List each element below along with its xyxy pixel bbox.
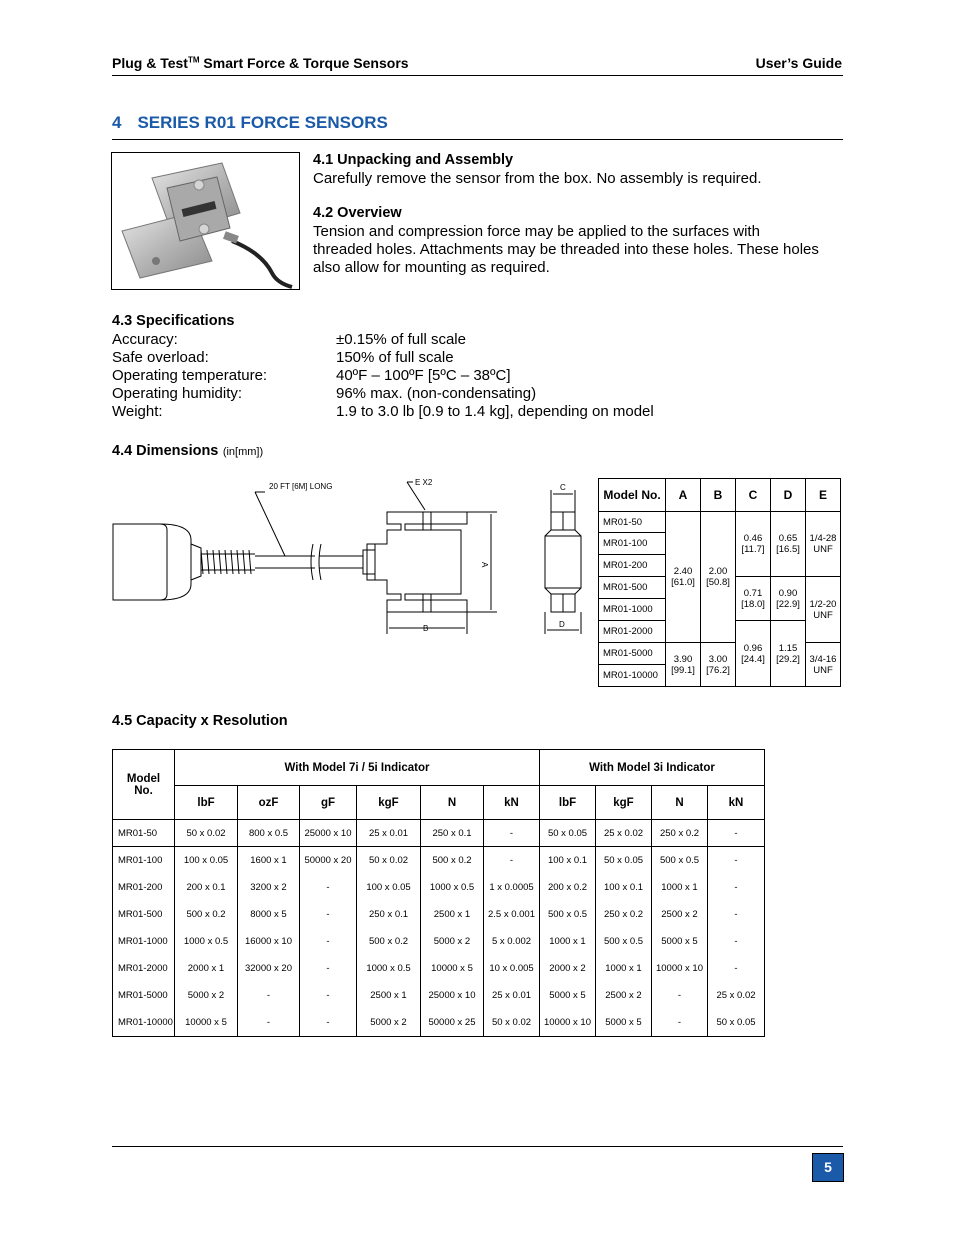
capacity-cell: 250 x 0.1 [357, 901, 421, 928]
capacity-cell: 10000 x 10 [652, 955, 708, 982]
unit-header: lbF [540, 786, 596, 820]
section-title: 4 SERIES R01 FORCE SENSORS [112, 113, 388, 132]
capacity-cell: 50 x 0.05 [540, 820, 596, 847]
capacity-cell: - [238, 1009, 300, 1037]
capacity-cell: - [300, 928, 357, 955]
model-cell: MR01-200 [599, 555, 666, 577]
overview-line-3: also allow for mounting as required. [313, 259, 550, 276]
spec-label: Safe overload: [112, 349, 209, 366]
capacity-cell: 1600 x 1 [238, 847, 300, 875]
e-cell: 1/2-20 UNF [806, 577, 841, 643]
col-header: E [806, 479, 841, 512]
model-cell: MR01-500 [599, 577, 666, 599]
capacity-cell: 2.5 x 0.001 [484, 901, 540, 928]
capacity-cell: 25000 x 10 [300, 820, 357, 847]
dimension-drawing [105, 470, 595, 640]
table-row [113, 982, 765, 1009]
capacity-cell: 200 x 0.1 [175, 874, 238, 901]
capacity-heading: 4.5 Capacity x Resolution [112, 713, 288, 729]
capacity-cell: - [484, 847, 540, 875]
capacity-cell: 25 x 0.02 [708, 982, 765, 1009]
capacity-cell: - [708, 955, 765, 982]
model-cell: MR01-100 [599, 533, 666, 555]
capacity-cell: 1 x 0.0005 [484, 874, 540, 901]
spec-label: Accuracy: [112, 331, 178, 348]
capacity-cell: 16000 x 10 [238, 928, 300, 955]
cable-label: 20 FT [6M] LONG [269, 482, 333, 491]
model-cell: MR01-2000 [113, 955, 175, 982]
capacity-cell: 25000 x 10 [421, 982, 484, 1009]
capacity-cell: - [300, 874, 357, 901]
spec-value: 150% of full scale [336, 349, 454, 366]
capacity-cell: 25 x 0.02 [596, 820, 652, 847]
capacity-cell: 200 x 0.2 [540, 874, 596, 901]
b-cell: 3.00 [76.2] [701, 643, 736, 687]
capacity-cell: 1000 x 0.5 [357, 955, 421, 982]
capacity-cell: - [484, 820, 540, 847]
spec-value: 40ºF – 100ºF [5ºC – 38ºC] [336, 367, 511, 384]
unit-header: kN [708, 786, 765, 820]
capacity-cell: 10 x 0.005 [484, 955, 540, 982]
capacity-cell: 5000 x 2 [175, 982, 238, 1009]
model-cell: MR01-1000 [113, 928, 175, 955]
unit-header: gF [300, 786, 357, 820]
e-cell: 1/4-28 UNF [806, 512, 841, 577]
capacity-cell: 5000 x 2 [421, 928, 484, 955]
capacity-cell: - [708, 847, 765, 875]
capacity-cell: 100 x 0.1 [596, 874, 652, 901]
capacity-cell: 800 x 0.5 [238, 820, 300, 847]
c-cell: 0.71 [18.0] [736, 577, 771, 621]
footer-rule [112, 1146, 843, 1147]
d-cell: 0.90 [22.9] [771, 577, 806, 621]
a-cell: 2.40 [61.0] [666, 512, 701, 643]
capacity-cell: 50 x 0.02 [484, 1009, 540, 1037]
capacity-cell: 250 x 0.2 [596, 901, 652, 928]
capacity-cell: 3200 x 2 [238, 874, 300, 901]
table-row [113, 1009, 765, 1037]
capacity-cell: 5000 x 2 [357, 1009, 421, 1037]
capacity-cell: 50 x 0.05 [708, 1009, 765, 1037]
capacity-cell: 2500 x 2 [596, 982, 652, 1009]
unit-header: N [652, 786, 708, 820]
header-rule [112, 75, 843, 76]
capacity-cell: 50 x 0.05 [596, 847, 652, 875]
capacity-cell: - [300, 1009, 357, 1037]
group-header-7i: With Model 7i / 5i Indicator [175, 750, 540, 786]
model-header: Model No. [113, 750, 175, 820]
model-cell: MR01-50 [113, 820, 175, 847]
capacity-cell: 2000 x 1 [175, 955, 238, 982]
capacity-cell: 2500 x 2 [652, 901, 708, 928]
sensor-photo [111, 152, 300, 290]
spec-value: ±0.15% of full scale [336, 331, 466, 348]
b-label: B [423, 624, 429, 633]
capacity-cell: 10000 x 5 [175, 1009, 238, 1037]
capacity-cell: 2500 x 1 [421, 901, 484, 928]
model-cell: MR01-1000 [599, 599, 666, 621]
capacity-cell: - [300, 982, 357, 1009]
table-row [113, 820, 765, 847]
running-header-guide: User’s Guide [755, 55, 842, 71]
specs-heading: 4.3 Specifications [112, 313, 235, 329]
d-label: D [559, 620, 565, 629]
capacity-cell: 10000 x 10 [540, 1009, 596, 1037]
a-label: A [480, 562, 489, 568]
col-header: C [736, 479, 771, 512]
table-row [113, 874, 765, 901]
capacity-cell: - [708, 820, 765, 847]
capacity-cell: - [708, 928, 765, 955]
table-row [113, 955, 765, 982]
col-header: B [701, 479, 736, 512]
capacity-cell: 32000 x 20 [238, 955, 300, 982]
model-cell: MR01-5000 [599, 643, 666, 665]
capacity-cell: - [300, 955, 357, 982]
capacity-cell: 500 x 0.2 [421, 847, 484, 875]
model-cell: MR01-50 [599, 512, 666, 533]
col-header: D [771, 479, 806, 512]
capacity-cell: 1000 x 1 [540, 928, 596, 955]
dimensions-heading: 4.4 Dimensions (in[mm]) [112, 443, 264, 459]
c-label: C [560, 483, 566, 492]
capacity-cell: 100 x 0.1 [540, 847, 596, 875]
capacity-cell: 5 x 0.002 [484, 928, 540, 955]
overview-line-2: threaded holes. Attachments may be threaded into these holes. These holes [313, 241, 819, 258]
capacity-cell: - [300, 901, 357, 928]
unpacking-heading: 4.1 Unpacking and Assembly [313, 152, 514, 168]
capacity-table [112, 749, 765, 1037]
c-cell: 0.46 [11.7] [736, 512, 771, 577]
capacity-cell: 25 x 0.01 [357, 820, 421, 847]
capacity-cell: 100 x 0.05 [175, 847, 238, 875]
c-cell: 0.96 [24.4] [736, 621, 771, 687]
model-cell: MR01-5000 [113, 982, 175, 1009]
model-cell: MR01-10000 [599, 665, 666, 687]
capacity-cell: 250 x 0.2 [652, 820, 708, 847]
capacity-cell: 1000 x 0.5 [175, 928, 238, 955]
capacity-cell: 1000 x 1 [652, 874, 708, 901]
unpacking-text: Carefully remove the sensor from the box. No assembly is required. [313, 170, 762, 187]
capacity-cell: 50 x 0.02 [357, 847, 421, 875]
col-header: A [666, 479, 701, 512]
col-header: Model No. [599, 479, 666, 512]
overview-heading: 4.2 Overview [313, 205, 402, 221]
unit-header: kgF [357, 786, 421, 820]
unit-header: lbF [175, 786, 238, 820]
capacity-cell: 500 x 0.2 [175, 901, 238, 928]
section-rule [112, 139, 843, 140]
d-cell: 0.65 [16.5] [771, 512, 806, 577]
capacity-cell: 10000 x 5 [421, 955, 484, 982]
spec-value: 96% max. (non-condensating) [336, 385, 537, 402]
unit-header: kgF [596, 786, 652, 820]
model-cell: MR01-100 [113, 847, 175, 875]
capacity-cell: - [238, 982, 300, 1009]
capacity-cell: - [652, 982, 708, 1009]
capacity-cell: 1000 x 1 [596, 955, 652, 982]
table-row [113, 847, 765, 875]
capacity-cell: 5000 x 5 [652, 928, 708, 955]
spec-label: Weight: [112, 403, 163, 420]
capacity-cell: 250 x 0.1 [421, 820, 484, 847]
model-cell: MR01-200 [113, 874, 175, 901]
capacity-cell: - [708, 874, 765, 901]
capacity-cell: 1000 x 0.5 [421, 874, 484, 901]
table-row [113, 928, 765, 955]
capacity-cell: 500 x 0.5 [652, 847, 708, 875]
capacity-cell: 5000 x 5 [540, 982, 596, 1009]
spec-value: 1.9 to 3.0 lb [0.9 to 1.4 kg], depending on model [336, 403, 654, 420]
capacity-cell: 50000 x 25 [421, 1009, 484, 1037]
model-cell: MR01-2000 [599, 621, 666, 643]
unit-header: N [421, 786, 484, 820]
a-cell: 3.90 [99.1] [666, 643, 701, 687]
spec-label: Operating humidity: [112, 385, 243, 402]
capacity-cell: - [652, 1009, 708, 1037]
model-cell: MR01-500 [113, 901, 175, 928]
capacity-cell: 500 x 0.2 [357, 928, 421, 955]
capacity-cell: 100 x 0.05 [357, 874, 421, 901]
capacity-cell: 8000 x 5 [238, 901, 300, 928]
capacity-cell: 2500 x 1 [357, 982, 421, 1009]
d-cell: 1.15 [29.2] [771, 621, 806, 687]
unit-header: kN [484, 786, 540, 820]
table-row [113, 901, 765, 928]
capacity-cell: 25 x 0.01 [484, 982, 540, 1009]
group-header-3i: With Model 3i Indicator [540, 750, 765, 786]
page-number: 5 [812, 1153, 844, 1182]
capacity-cell: 50 x 0.02 [175, 820, 238, 847]
b-cell: 2.00 [50.8] [701, 512, 736, 643]
e-label: E X2 [415, 478, 433, 487]
dimension-table [598, 478, 841, 687]
capacity-cell: 5000 x 5 [596, 1009, 652, 1037]
overview-line-1: Tension and compression force may be applied to the surfaces with [313, 223, 760, 240]
capacity-cell: 2000 x 2 [540, 955, 596, 982]
capacity-cell: - [708, 901, 765, 928]
capacity-cell: 500 x 0.5 [596, 928, 652, 955]
model-cell: MR01-10000 [113, 1009, 175, 1037]
spec-label: Operating temperature: [112, 367, 268, 384]
capacity-cell: 50000 x 20 [300, 847, 357, 875]
capacity-cell: 500 x 0.5 [540, 901, 596, 928]
running-header-title: Plug & Test™ Smart Force & Torque Sensors [112, 55, 409, 71]
e-cell: 3/4-16 UNF [806, 643, 841, 687]
unit-header: ozF [238, 786, 300, 820]
